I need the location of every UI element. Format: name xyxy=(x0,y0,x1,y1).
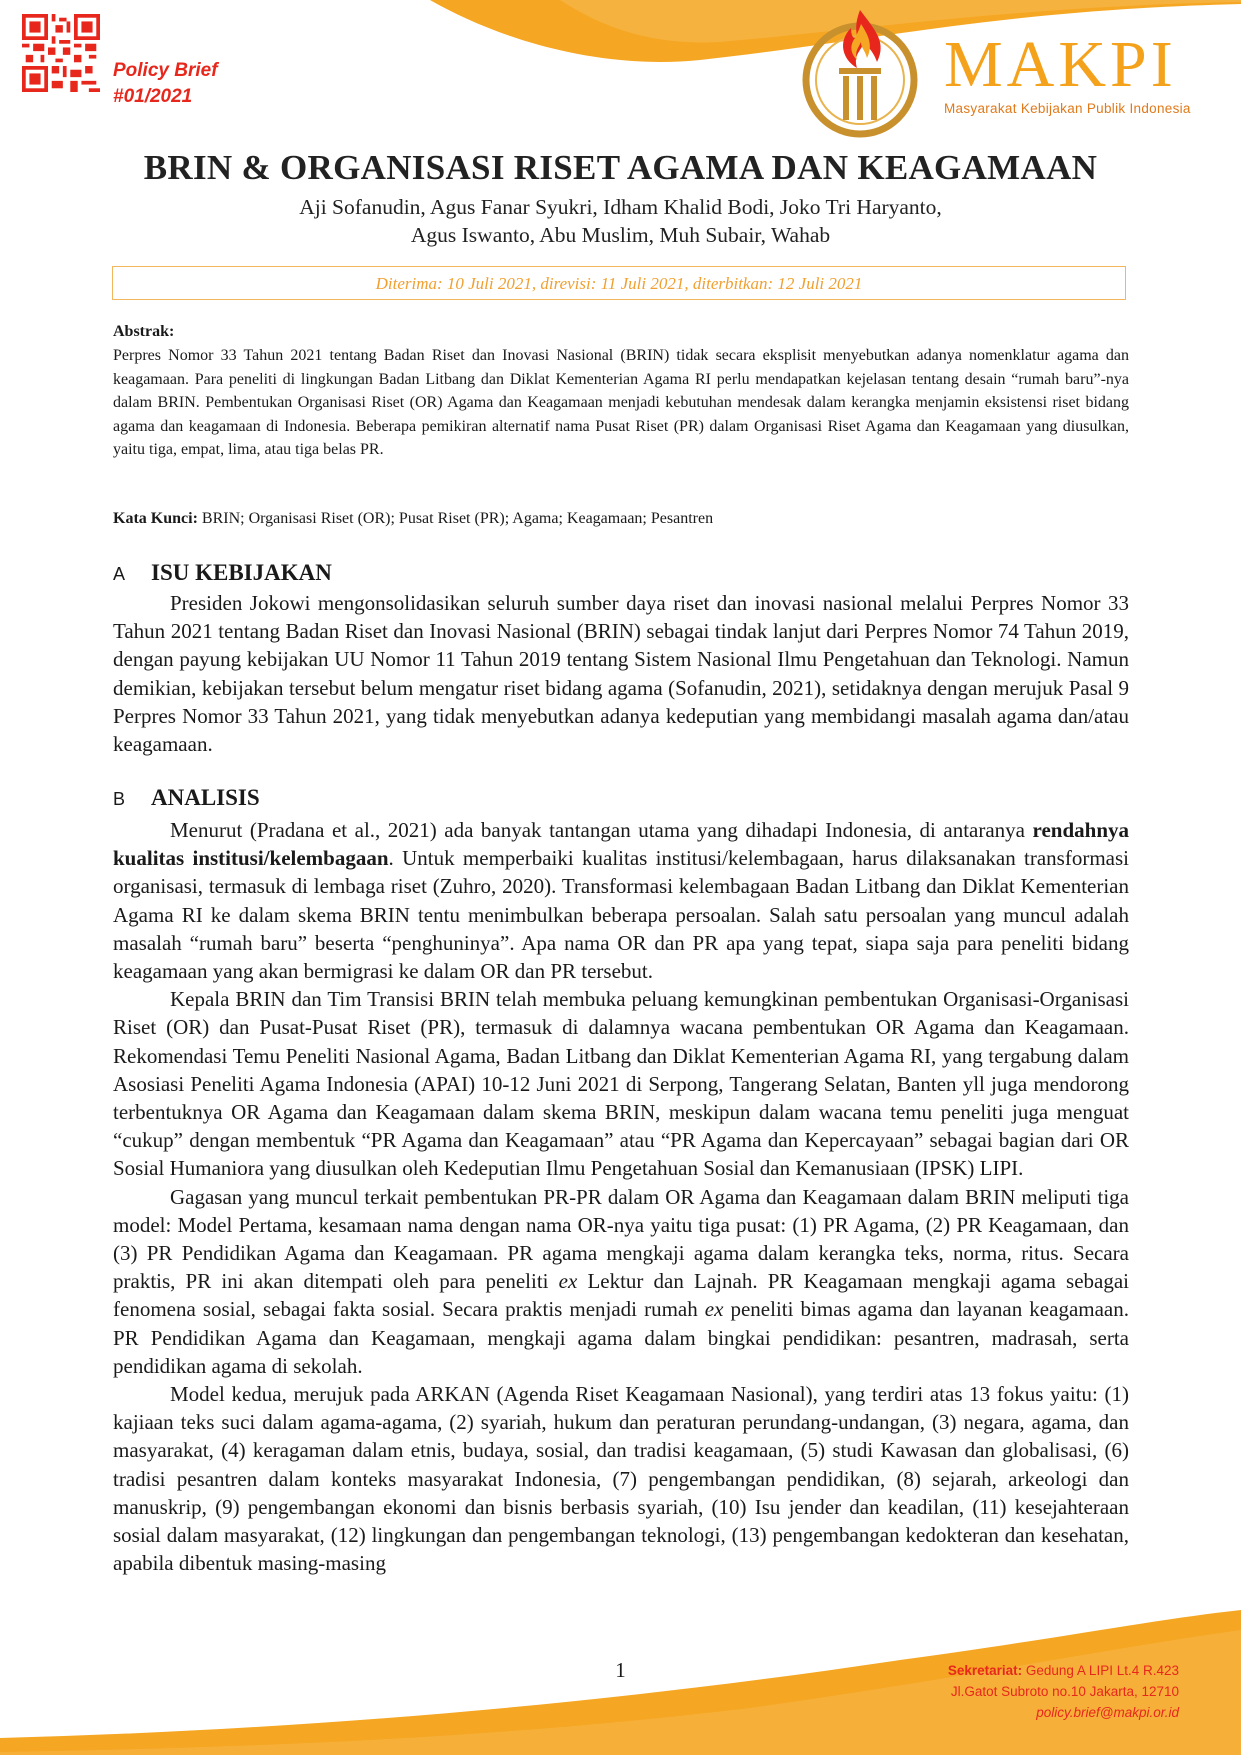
email-link[interactable]: policy.brief@makpi.or.id xyxy=(1036,1705,1179,1720)
section-b-p3-ex-2: ex xyxy=(704,1297,724,1322)
abstract-heading: Abstrak: xyxy=(113,323,175,340)
publication-dates: Diterima: 10 Juli 2021, direvisi: 11 Juli 2021, diterbitkan: 12 Juli 2021 xyxy=(112,266,1126,300)
section-b-p3-text: Gagasan yang muncul terkait pembentukan PR-PR dalam OR Agama dan Keagamaan dalam BRIN meliputi tiga model: Model Pertama, kesamaan nama dengan nama OR-nya yaitu tiga pusat: (1) PR Agama, (2) PR Keagamaan, dan (3) PR Pendidikan Agama dan Keagamaan. PR agama mengkaji agama dalam kerangka teks, norma, ritus. Secara praktis, PR ini akan ditempati oleh para peneliti xyxy=(113,1184,1129,1294)
section-a-heading xyxy=(113,560,332,586)
footer-contact xyxy=(948,1660,1179,1723)
section-b-p1-emphasis: rendahnya kualitas institusi/kelembagaan xyxy=(113,818,1129,871)
section-b-p1-text: Menurut (Pradana et al., 2021) ada banyak tantangan utama yang dihadapi Indonesia, di antaranya xyxy=(170,818,1033,842)
section-b-p1-text-cont: . Untuk memperbaiki kualitas institusi/kelembagaan, harus dilaksanakan transformasi organisasi, termasuk di lembaga riset (Zuhro, 2020). Transformasi kelembagaan Badan Litbang dan Diklat Kementerian Agama RI ke dalam skema BRIN tentu menimbulkan beberapa persoalan. Salah satu persoalan yang muncul adalah masalah “rumah baru” beserta “penghuninya”. Apa nama OR dan PR apa yang tepat, siapa saja para peneliti bidang keagamaan yang akan bermigrasi ke dalam OR dan PR tersebut. xyxy=(113,846,1129,984)
brand-name: MAKPI xyxy=(944,28,1177,101)
section-a-title: ISU KEBIJAKAN xyxy=(151,560,332,585)
keywords-label: Kata Kunci: xyxy=(113,510,198,527)
section-b-p3-text-cont: Lektur dan Lajnah. PR Keagamaan mengkaji agama sebagai fenomena sosial, sebagai fakta sosial. Secara praktis menjadi rumah xyxy=(113,1269,1129,1322)
email-line[interactable] xyxy=(948,1702,1179,1723)
section-b-paragraph-2: Kepala BRIN dan Tim Transisi BRIN telah membuka peluang kemungkinan pembentukan Organisasi-Organisasi Riset (OR) dan Pusat-Pusat Riset (PR), termasuk di dalamnya wacana pembentukan OR Agama dan Keagamaan. Rekomendasi Temu Peneliti Nasional Agama, Badan Litbang dan Diklat Kementerian Agama RI, yang tergabung dalam Asosiasi Peneliti Agama Indonesia (APAI) 10-12 Juni 2021 di Serpong, Tangerang Selatan, Banten yll juga mendorong terbentuknya OR Agama dan Keagamaan dalam skema BRIN, meskipun dalam wacana temu peneliti juga menguat “cukup” dengan membentuk “PR Agama dan Keagamaan” atau “PR Agama dan Kepercayaan” sebagai bagian dari OR Sosial Humaniora yang diusulkan oleh Kedeputian Ilmu Pengetahuan Sosial dan Kemanusiaan (IPSK) LIPI. xyxy=(113,987,1129,1181)
qr-code-icon xyxy=(22,14,100,92)
section-a-letter: A xyxy=(113,564,126,584)
secretariat-label: Sekretariat: xyxy=(947,1663,1023,1678)
makpi-logo-icon xyxy=(795,2,925,142)
authors xyxy=(0,193,1241,249)
brand-tagline: Masyarakat Kebijakan Publik Indonesia xyxy=(944,101,1191,116)
section-b-p3-text-end: peneliti bimas agama dan layanan keagamaan. PR Pendidikan Agama dan Keagamaan, mengkaji agama dalam bingkai pendidikan: pesantren, madrasah, serta pendidikan agama di sekolah. xyxy=(113,1297,1129,1378)
section-b-heading xyxy=(113,785,260,811)
page-number: 1 xyxy=(615,1658,626,1682)
authors-line-1: Aji Sofanudin, Agus Fanar Syukri, Idham Khalid Bodi, Joko Tri Haryanto, xyxy=(299,195,942,219)
document-title: BRIN & ORGANISASI RISET AGAMA DAN KEAGAMAAN xyxy=(143,148,1098,187)
section-b-paragraph-3 xyxy=(113,1183,1129,1380)
keywords xyxy=(113,510,713,528)
keywords-value: BRIN; Organisasi Riset (OR); Pusat Riset (PR); Agama; Keagamaan; Pesantren xyxy=(201,510,714,527)
section-a-body xyxy=(113,589,1129,758)
section-a-paragraph: Presiden Jokowi mengonsolidasikan seluruh sumber daya riset dan inovasi nasional melalui Perpres Nomor 33 Tahun 2021 tentang Badan Riset dan Inovasi Nasional (BRIN) sebagai tindak lanjut dari Perpres Nomor 74 Tahun 2019, dengan payung kebijakan UU Nomor 11 Tahun 2019 tentang Sistem Nasional Ilmu Pengetahuan dan Teknologi. Namun demikian, kebijakan tersebut belum mengatur riset bidang agama (Sofanudin, 2021), setidaknya dengan merujuk Pasal 9 Perpres Nomor 33 Tahun 2021, yang tidak menyebutkan adanya kedeputian yang membidangi masalah agama dan/atau keagamaan. xyxy=(113,591,1129,757)
series-label: Policy Brief xyxy=(113,60,218,81)
policy-brief-label xyxy=(113,58,218,110)
authors-line-2: Agus Iswanto, Abu Muslim, Muh Subair, Wahab xyxy=(410,223,831,247)
abstract-text: Perpres Nomor 33 Tahun 2021 tentang Badan Riset dan Inovasi Nasional (BRIN) tidak secara eksplisit menyebutkan adanya nomenklatur agama dan keagamaan. Para peneliti di lingkungan Badan Litbang dan Diklat Kementerian Agama RI perlu mendapatkan kejelasan tentang desain “rumah baru”-nya dalam BRIN. Pembentukan Organisasi Riset (OR) Agama dan Keagamaan menjadi kebutuhan mendesak dalam kerangka menjamin eksistensi riset bidang agama dan keagamaan di Indonesia. Beberapa pemikiran alternatif nama Pusat Riset (PR) dalam Organisasi Riset Agama dan Keagamaan yang diusulkan, yaitu tiga, empat, lima, atau tiga belas PR. xyxy=(113,347,1129,458)
section-b-paragraph-1 xyxy=(113,816,1129,985)
secretariat-value: Gedung A LIPI Lt.4 R.423 xyxy=(1022,1663,1179,1678)
section-b-body xyxy=(113,816,1129,1577)
brief-number: #01/2021 xyxy=(113,86,193,107)
section-b-letter: B xyxy=(113,789,126,809)
section-b-p3-ex: ex xyxy=(558,1269,578,1294)
section-b-paragraph-4: Model kedua, merujuk pada ARKAN (Agenda Riset Keagamaan Nasional), yang terdiri atas 13 fokus yaitu: (1) kajiaan teks suci dalam agama-agama, (2) syariah, hukum dan peraturan perundang-undangan, (3) negara, agama, dan masyarakat, (4) keragaman dalam etnis, budaya, sosial, dan tradisi keagamaan, (5) studi Kawasan dan globalisasi, (6) tradisi pesantren dalam konteks masyarakat Indonesia, (7) pengembangan pendidikan, (8) sejarah, arkeologi dan manuskrip, (9) pengembangan ekonomi dan bisnis berbasis syariah, (10) Isu jender dan keadilan, (11) kesejahteraan sosial dalam masyarakat, (12) lingkungan dan pengembangan teknologi, (13) pengembangan kedokteran dan kesehatan, apabila dibentuk masing-masing xyxy=(113,1382,1129,1576)
section-b-title: ANALISIS xyxy=(151,785,260,810)
secretariat-line xyxy=(948,1660,1179,1681)
address-line: Jl.Gatot Subroto no.10 Jakarta, 12710 xyxy=(950,1684,1179,1699)
